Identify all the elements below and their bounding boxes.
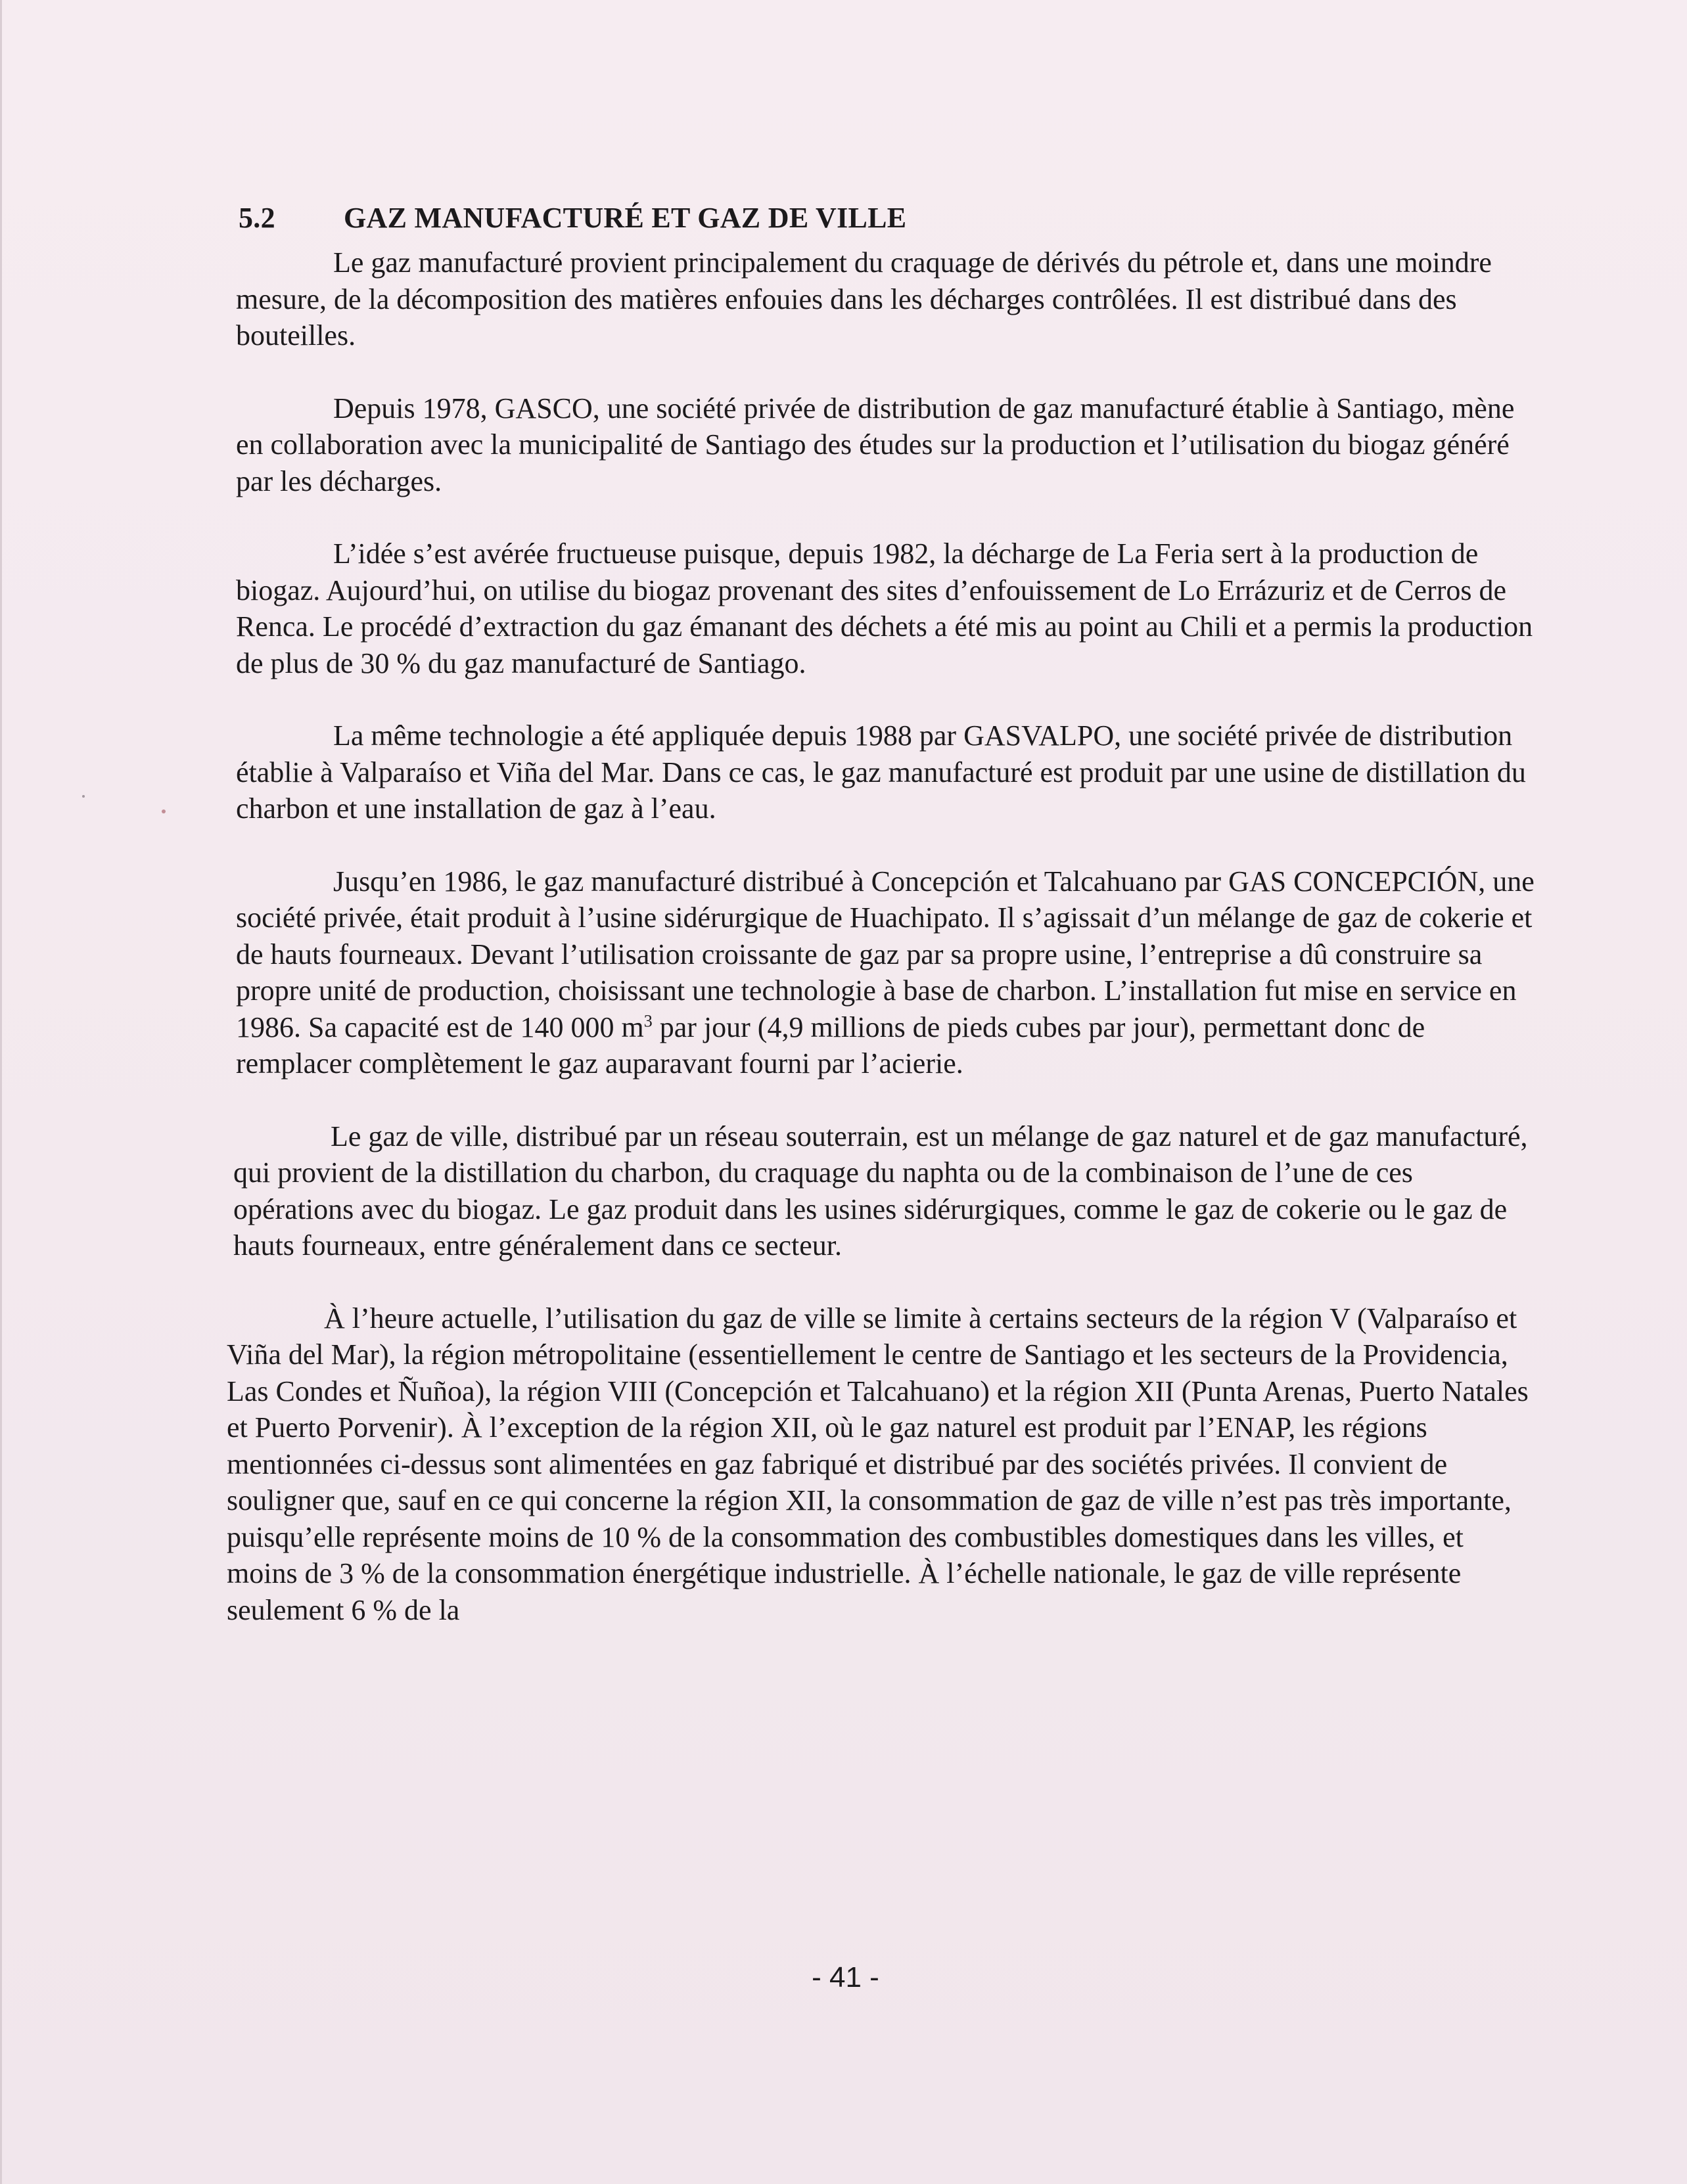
section-title: GAZ MANUFACTURÉ ET GAZ DE VILLE: [344, 202, 907, 234]
paragraph-3: L’idée s’est avérée fructueuse puisque, depuis 1982, la décharge de La Feria sert à la production de biogaz. Aujourd’hui, on utilise du biogaz provenant des sites d’enfouissement de Lo Errázuriz et de Cerros de Renca. Le procédé d’extraction du gaz émanant des déchets a été mis au point au Chili et a permis la production de plus de 30 % du gaz manufacturé de Santiago.: [236, 537, 1533, 679]
paragraph-5-text-after: par jour (4,9 millions de pieds cubes par jour), permettant donc de remplacer complètement le gaz auparavant fourni par l’acierie.: [236, 1011, 1425, 1080]
paper-speck: [162, 809, 166, 813]
paragraph-7: À l’heure actuelle, l’utilisation du gaz de ville se limite à certains secteurs de la région V (Valparaíso et Viña del Mar), la région métropolitaine (essentiellement le centre de Santiago et les secteurs de la Providencia, Las Condes et Ñuñoa), la région VIII (Concepción et Talcahuano) et la région XII (Punta Arenas, Puerto Natales et Puerto Porvenir). À l’exception de la région XII, où le gaz naturel est produit par l’ENAP, les régions mentionnées ci-dessus sont alimentées en gaz fabriqué et distribué par des sociétés privées. Il convient de souligner que, sauf en ce qui concerne la région XII, la consommation de gaz de ville n’est pas très importante, puisqu’elle représente moins de 10 % de la consommation des combustibles domestiques dans les villes, et moins de 3 % de la consommation énergétique industrielle. À l’échelle nationale, le gaz de ville représente seulement 6 % de la: [227, 1302, 1529, 1626]
section-heading: [239, 197, 1535, 239]
paragraph-4: La même technologie a été appliquée depuis 1988 par GASVALPO, une société privée de distribution établie à Valparaíso et Viña del Mar. Dans ce cas, le gaz manufacturé est produit par une usine de distillation du charbon et une installation de gaz à l’eau.: [236, 719, 1526, 825]
cubic-superscript: 3: [643, 1011, 653, 1030]
section-number: 5.2: [239, 202, 275, 234]
paper-speck: [82, 795, 85, 798]
paragraph-6: Le gaz de ville, distribué par un réseau souterrain, est un mélange de gaz naturel et de gaz manufacturé, qui provient de la distillation du charbon, du craquage du naphta ou de la combinaison de l’une de ces opérations avec du biogaz. Le gaz produit dans les usines sidérurgiques, comme le gaz de cokerie ou le gaz de hauts fourneaux, entre généralement dans ce secteur.: [233, 1120, 1528, 1262]
paragraph-2: Depuis 1978, GASCO, une société privée de distribution de gaz manufacturé établie à Santiago, mène en collaboration avec la municipalité de Santiago des études sur la production et l’utilisation du biogaz généré par les décharges.: [236, 392, 1515, 497]
paragraph-5: [236, 863, 1535, 1082]
paragraph-1: Le gaz manufacturé provient principalement du craquage de dérivés du pétrole et, dans une moindre mesure, de la décomposition des matières enfouies dans les décharges contrôlées. Il est distribué dans des bouteilles.: [236, 246, 1492, 352]
paragraph-5-text-before: Jusqu’en 1986, le gaz manufacturé distribué à Concepción et Talcahuano par GAS CONCEPCIÓN, une société privée, était produit à l’usine sidérurgique de Huachipato. Il s’agissait d’un mélange de gaz de cokerie et de hauts fourneaux. Devant l’utilisation croissante de gaz par sa propre usine, l’entreprise a dû construire sa propre unité de production, choisissant une technologie à base de charbon. L’installation fut mise en service en 1986. Sa capacité est de 140 000 m: [236, 865, 1535, 1043]
page-number: - 41 -: [812, 1961, 879, 1993]
page-content: [227, 197, 1535, 1664]
